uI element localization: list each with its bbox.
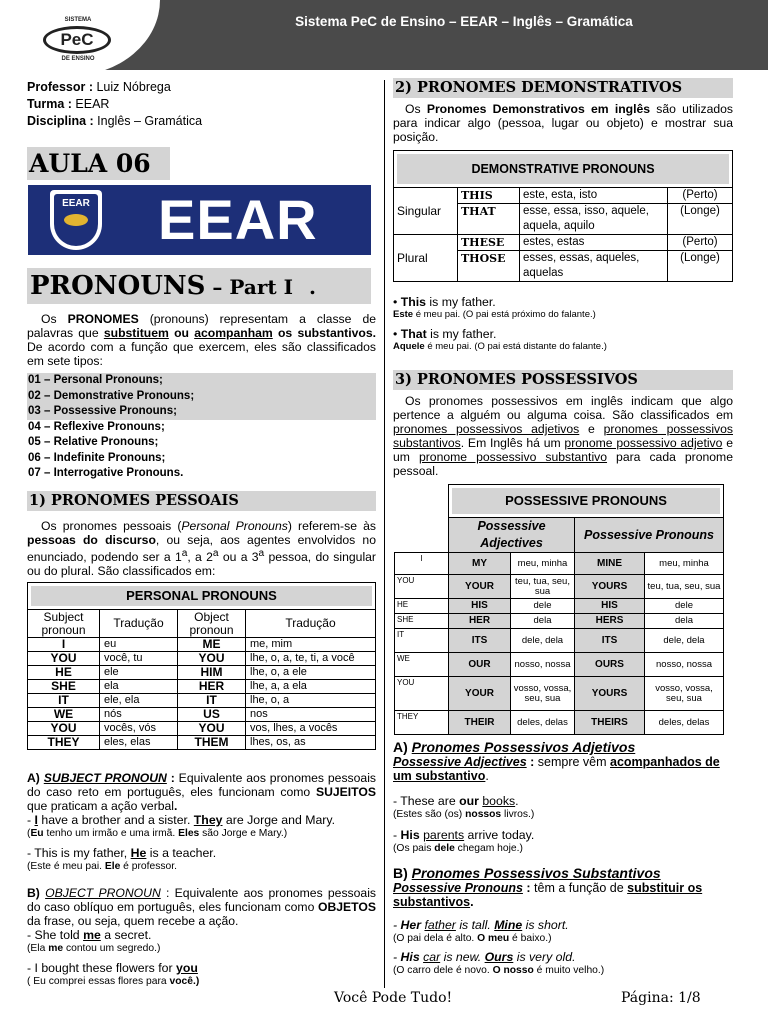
logo-bottom-text: DE ENSINO: [61, 56, 95, 62]
pec-logo: [40, 15, 116, 63]
subject-example-1: - I have a brother and a sister. They are Jorge and Mary.: [27, 813, 336, 827]
table-header: Tradução: [246, 610, 376, 638]
object-translation-1: (Ela me contou um segredo.): [27, 943, 161, 954]
banner-text: EEAR: [158, 188, 318, 251]
intro-paragraph: Os PRONOMES (pronouns) representam a classe de palavras que substituem ou acompanham os substantivos. De acordo com a função que exercem, eles são classificados em sete tipos:: [27, 312, 376, 368]
logo-top-text: SISTEMA: [64, 17, 92, 23]
list-item: 06 – Indefinite Pronouns;: [28, 451, 166, 464]
demo-translation-1: Este é meu pai. (O pai está próximo do falante.): [393, 309, 596, 320]
possA-translation-2: (Os pais dele chegam hoje.): [393, 843, 523, 854]
possessive-adjectives-definition: Possessive Adjectives : sempre vêm acompanhados de um substantivo.: [393, 755, 720, 783]
possA-translation-1: (Estes são (os) nossos livros.): [393, 809, 535, 820]
table-row: SHE HER dela HERS dela: [395, 614, 724, 629]
table-row: YOU YOUR vosso, vossa, seu, sua YOURS vosso, vossa, seu, sua: [395, 677, 724, 711]
section-2-title: 2) PRONOMES DEMONSTRATIVOS: [393, 78, 733, 98]
object-example-2: - I bought these flowers for you: [27, 961, 198, 975]
table-header: Possessive Pronouns: [575, 518, 724, 553]
disciplina-row: Disciplina : Inglês – Gramática: [27, 114, 203, 128]
logo-main-text: PeC: [43, 26, 111, 54]
subject-translation-2: (Este é meu pai. Ele é professor.: [27, 861, 177, 872]
table-row: YOU você, tu YOU lhe, o, a, te, ti, a você: [28, 652, 376, 666]
plural-label: Plural: [394, 235, 458, 282]
possessive-pronouns-definition: Possessive Pronouns : têm a função de substituir os substantivos.: [393, 881, 703, 909]
table-header: Tradução: [100, 610, 178, 638]
subject-pronoun-paragraph: A) SUBJECT PRONOUN : Equivalente aos pronomes pessoais do caso reto em português, eles funcionam como SUJEITOS que praticam a ação verbal.: [27, 771, 376, 813]
table-row: YOU vocês, vós YOU vos, lhes, a vocês: [28, 722, 376, 736]
table-row: THOSE esses, essas, aqueles, aquelas (Longe): [394, 251, 733, 282]
demo-example-1: • This is my father.: [393, 295, 496, 309]
list-item: 01 – Personal Pronouns;: [27, 373, 376, 389]
table-row: THAT esse, essa, isso, aquele, aquela, aquilo (Longe): [394, 204, 733, 235]
header-title: Sistema PeC de Ensino – EEAR – Inglês – Gramática: [295, 14, 633, 29]
possA-example-2: - His parents arrive today.: [393, 828, 535, 842]
column-divider: [384, 80, 385, 988]
footer-page-number: Página: 1/8: [621, 990, 701, 1006]
list-item: 03 – Possessive Pronouns;: [27, 404, 376, 420]
table-row: YOU YOUR teu, tua, seu, sua YOURS teu, tua, seu, sua: [395, 575, 724, 599]
singular-label: Singular: [394, 188, 458, 235]
pronoun-types-list: [27, 373, 376, 482]
table-row: I MY meu, minha MINE meu, minha: [395, 553, 724, 575]
demo-translation-2: Aquele é meu pai. (O pai está distante do falante.): [393, 341, 607, 352]
professor-row: Professor : Luiz Nóbrega: [27, 80, 171, 94]
possB-translation-1: (O pai dela é alto. O meu é baixo.): [393, 933, 552, 944]
possessive-pronouns-title: B) Pronomes Possessivos Substantivos: [393, 865, 661, 881]
eear-shield-icon: EEAR: [50, 190, 102, 250]
footer-slogan: Você Pode Tudo!: [334, 990, 453, 1006]
table-row: SHE ela HER lhe, a, a ela: [28, 680, 376, 694]
object-pronoun-paragraph: B) OBJECT PRONOUN : Equivalente aos pronomes pessoais do caso oblíquo em português, eles funcionam como OBJETOS da frase, ou seja, quem recebe a ação.: [27, 886, 377, 928]
table-row: WE nós US nos: [28, 708, 376, 722]
table-header: Subject pronoun: [28, 610, 100, 638]
table-header: Possessive Adjectives: [449, 518, 575, 553]
demo-example-2: • That is my father.: [393, 327, 497, 341]
object-translation-2: ( Eu comprei essas flores para você.): [27, 976, 200, 987]
list-item: 02 – Demonstrative Pronouns;: [27, 389, 376, 405]
table-row: Plural THESE estes, estas (Perto): [394, 235, 733, 251]
subject-example-2: - This is my father, He is a teacher.: [27, 846, 217, 860]
table-caption: POSSESSIVE PRONOUNS: [452, 488, 720, 514]
section-3-paragraph: Os pronomes possessivos em inglês indicam que algo pertence a alguém ou alguma coisa. São classificados em pronomes possessivos adjetivos e pronomes possessivos substantivos. Em Inglês há um pronome possessivo adjetivo e um pronome possessivo substantivo para cada pronome pessoal.: [393, 394, 733, 478]
possessive-adjectives-title: A) Pronomes Possessivos Adjetivos: [393, 739, 636, 755]
table-row: IT ele, ela IT lhe, o, a: [28, 694, 376, 708]
lesson-title: AULA 06: [27, 147, 170, 180]
demonstrative-pronouns-table: [393, 150, 733, 282]
section-1-paragraph: Os pronomes pessoais (Personal Pronouns) referem-se às pessoas do discurso, ou seja, aos agentes envolvidos no enunciado, podendo ser a 1$^a$, a 2$^a$ ou a 3$^a$ pessoa, do singular ou do plural. São classificados em:: [27, 519, 377, 579]
pronouns-title: PRONOUNS – Part I .: [27, 268, 371, 304]
possessive-pronouns-table: [394, 484, 724, 735]
section-1-title: 1) PRONOMES PESSOAIS: [27, 491, 376, 511]
list-item: 07 – Interrogative Pronouns.: [28, 467, 184, 479]
eear-banner: [28, 185, 371, 255]
possB-translation-2: (O carro dele é novo. O nosso é muito velho.): [393, 965, 605, 976]
table-row: IT ITS dele, dela ITS dele, dela: [395, 629, 724, 653]
table-row: Singular THIS este, esta, isto (Perto): [394, 188, 733, 204]
table-row: THEY THEIR deles, delas THEIRS deles, delas: [395, 711, 724, 735]
subject-translation-1: (Eu tenho um irmão e uma irmã. Eles são Jorge e Mary.): [27, 828, 288, 839]
possB-example-1: - Her father is tall. Mine is short.: [393, 918, 569, 932]
possB-example-2: - His car is new. Ours is very old.: [393, 950, 576, 964]
course-info: [27, 79, 376, 130]
object-example-1: - She told me a secret.: [27, 928, 152, 942]
section-3-title: 3) PRONOMES POSSESSIVOS: [393, 370, 733, 390]
table-row: THEY eles, elas THEM lhes, os, as: [28, 736, 376, 750]
table-row: WE OUR nosso, nossa OURS nosso, nossa: [395, 653, 724, 677]
list-item: 04 – Reflexive Pronouns;: [28, 420, 165, 433]
table-row: HE HIS dele HIS dele: [395, 599, 724, 614]
table-row: HE ele HIM lhe, o, a ele: [28, 666, 376, 680]
section-2-paragraph: Os Pronomes Demonstrativos em inglês são utilizados para indicar algo (pessoa, lugar ou objeto) e mostrar sua posição.: [393, 102, 733, 144]
turma-row: Turma : EEAR: [27, 97, 110, 111]
possA-example-1: - These are our books.: [393, 794, 519, 808]
personal-pronouns-table: [27, 582, 376, 750]
table-caption: DEMONSTRATIVE PRONOUNS: [397, 154, 729, 184]
table-row: I eu ME me, mim: [28, 638, 376, 652]
list-item: 05 – Relative Pronouns;: [28, 436, 159, 448]
table-header: Object pronoun: [178, 610, 246, 638]
table-caption: PERSONAL PRONOUNS: [31, 586, 372, 606]
